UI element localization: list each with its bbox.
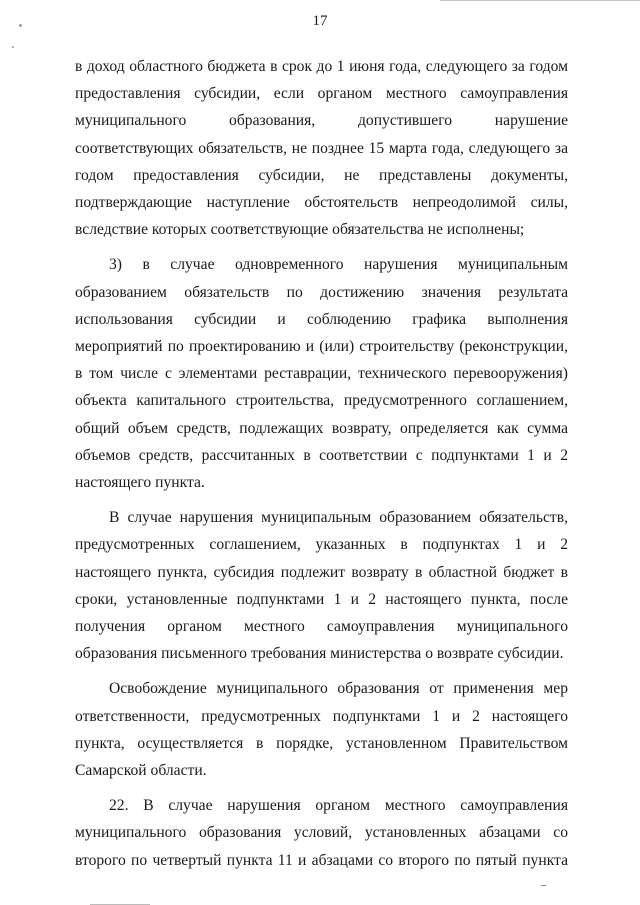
paragraph-exemption: Освобождение муниципального образования от применения мер ответственности, предусмотренных подпунктами 1 и 2 настоящего пункта, осуществляется в порядке, установленном Правительством Самарской области. <box>75 680 568 780</box>
scan-artifact-dash <box>541 885 546 886</box>
document-body <box>75 53 568 882</box>
paragraph-continuation: в доход областного бюджета в срок до 1 июня года, следующего за годом предоставления субсидии, если органом местного самоуправления муниципального образования, допустившего нарушение соответствующих обязательств, не позднее 15 марта года, следующего за годом предоставления субсидии, не представлены документы, подтверждающие наступление обстоятельств непреодолимой силы, вследствие которых соответствующие обязательства не исполнены; <box>75 58 568 239</box>
paragraph-clause-22: 22. В случае нарушения органом местного самоуправления муниципального образования условий, установленных абзацами со второго по четвертый пункта 11 и абзацами со второго по пятый пункта <box>75 797 568 869</box>
scan-artifact-top-line <box>440 0 640 1</box>
paragraph-return-terms: В случае нарушения муниципальным образованием обязательств, предусмотренных соглашением, указанных в подпунктах 1 и 2 настоящего пункта, субсидия подлежит возврату в областной бюджет в сроки, установленные подпунктами 1 и 2 настоящего пункта, после получения органом местного самоуправления муниципального образования письменного требования министерства о возврате субсидии. <box>75 509 568 663</box>
page-number: 17 <box>312 13 328 29</box>
scan-artifact-dot <box>12 46 14 48</box>
paragraph-subitem-3: 3) в случае одновременного нарушения муниципальным образованием обязательств по достижению значения результата использования субсидии и соблюдению графика выполнения мероприятий по проектированию и (или) строительству (реконструкции, в том числе с элементами реставрации, технического перевооружения) объекта капитального строительства, предусмотренного соглашением, общий объем средств, подлежащих возврату, определяется как сумма объемов средств, рассчитанных в соответствии с подпунктами 1 и 2 настоящего пункта. <box>75 256 568 492</box>
